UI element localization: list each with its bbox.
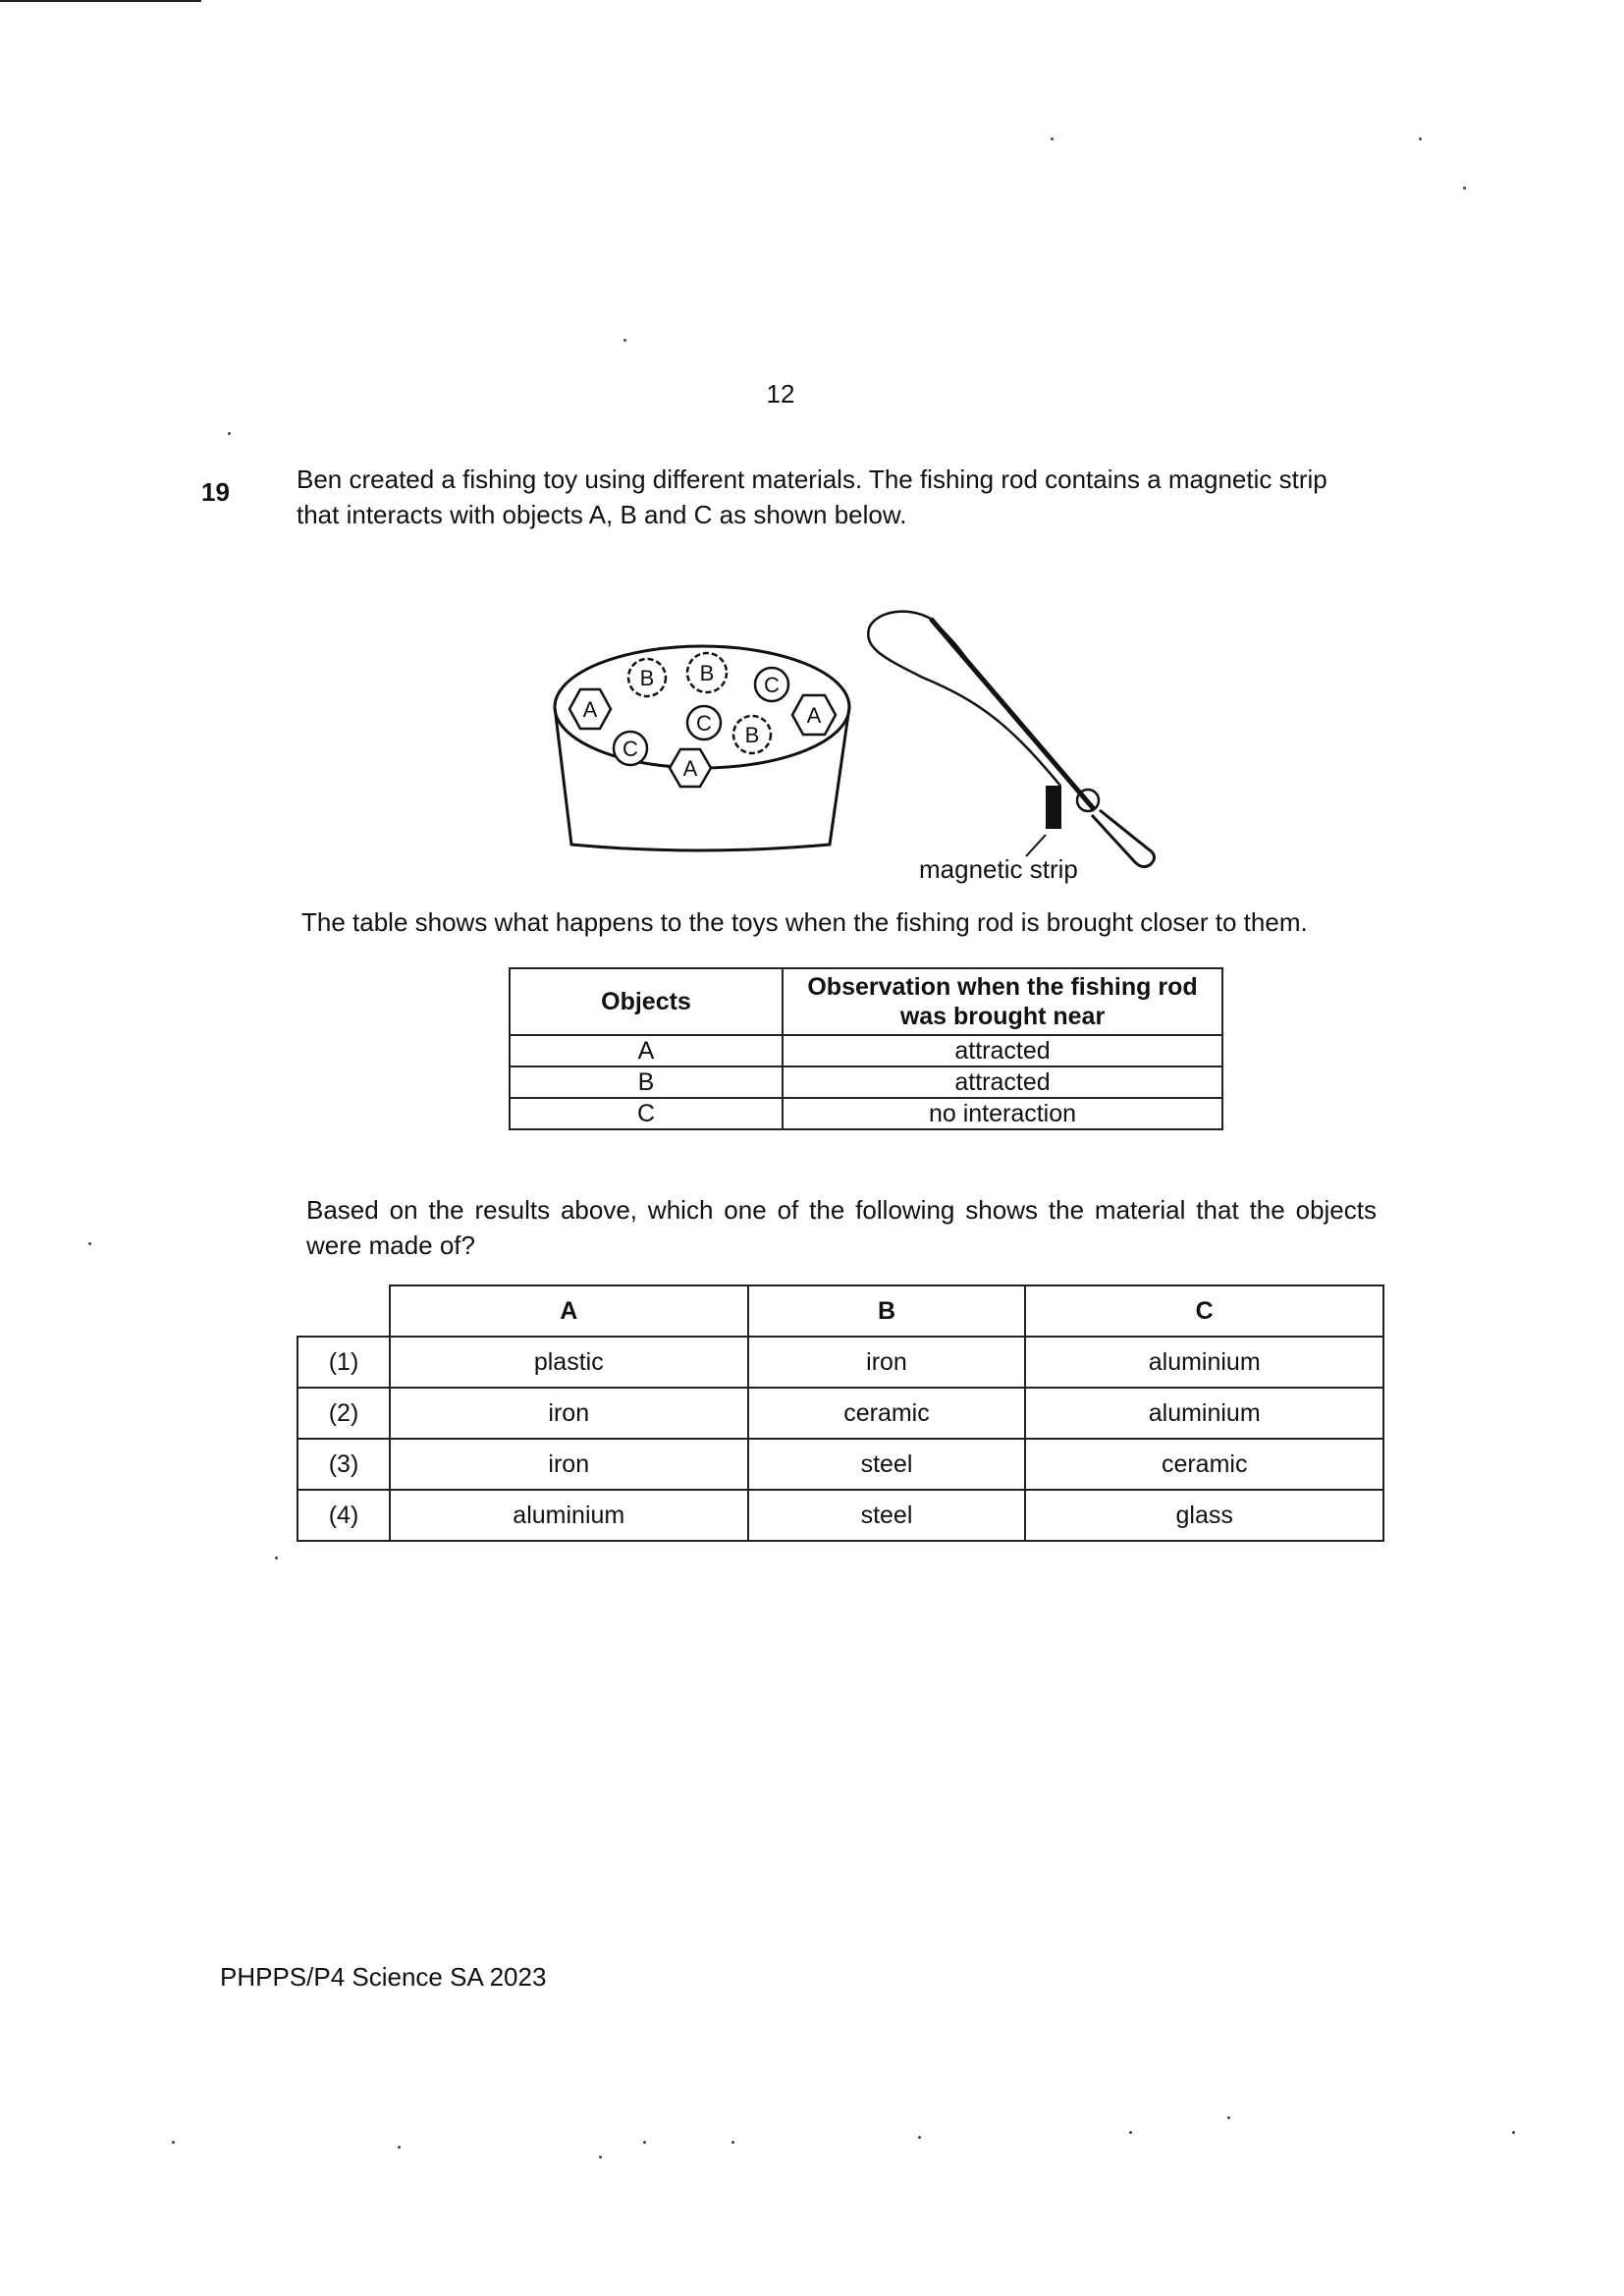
options-table xyxy=(297,1285,1384,1542)
material-cell: steel xyxy=(748,1439,1026,1490)
scan-speck xyxy=(599,2156,602,2159)
material-cell: aluminium xyxy=(1025,1388,1383,1439)
material-cell: glass xyxy=(1025,1490,1383,1541)
material-cell: aluminium xyxy=(1025,1337,1383,1388)
scan-speck xyxy=(172,2141,175,2144)
option-row-4[interactable] xyxy=(298,1490,1383,1541)
option-number: (4) xyxy=(298,1490,390,1541)
magnetic-strip-label: magnetic strip xyxy=(919,854,1078,884)
top-rule xyxy=(0,0,201,2)
question-number: 19 xyxy=(201,477,230,507)
observation-cell: attracted xyxy=(783,1035,1222,1066)
column-header-c: C xyxy=(1025,1285,1383,1337)
options-header-row xyxy=(298,1285,1383,1337)
table-row xyxy=(510,1098,1222,1129)
scan-speck xyxy=(918,2136,921,2139)
material-cell: iron xyxy=(390,1388,748,1439)
scan-speck xyxy=(1129,2131,1132,2134)
object-cell: B xyxy=(510,1066,783,1098)
option-number: (2) xyxy=(298,1388,390,1439)
scan-speck xyxy=(398,2146,401,2149)
toy-label: C xyxy=(696,711,712,736)
scan-speck xyxy=(1051,137,1054,140)
table-row xyxy=(510,1066,1222,1098)
material-cell: aluminium xyxy=(390,1490,748,1541)
option-row-2[interactable] xyxy=(298,1388,1383,1439)
toy-label: B xyxy=(744,723,760,747)
observation-cell: attracted xyxy=(783,1066,1222,1098)
material-cell: iron xyxy=(390,1439,748,1490)
option-number: (3) xyxy=(298,1439,390,1490)
scan-speck xyxy=(228,432,231,435)
scan-speck xyxy=(731,2141,734,2144)
toy-label: B xyxy=(639,666,655,690)
object-cell: C xyxy=(510,1098,783,1129)
column-header-observation: Observation when the fishing rod was brought near xyxy=(783,968,1222,1035)
toy-label: C xyxy=(764,673,780,697)
scan-speck xyxy=(1512,2131,1515,2134)
footer-text: PHPPS/P4 Science SA 2023 xyxy=(220,1962,547,1992)
scan-speck xyxy=(643,2141,646,2144)
column-header-objects: Objects xyxy=(510,968,783,1035)
empty-corner-cell xyxy=(298,1285,390,1337)
scan-speck xyxy=(1227,2116,1230,2119)
question-text: Ben created a fishing toy using different materials. The fishing rod contains a magnetic strip that interacts with objects A, B and C as shown below. xyxy=(297,465,1327,529)
object-cell: A xyxy=(510,1035,783,1066)
page-number: 12 xyxy=(766,379,795,409)
material-cell: ceramic xyxy=(1025,1439,1383,1490)
toy-objects xyxy=(569,653,836,787)
observation-header-row xyxy=(510,968,1222,1035)
material-cell: ceramic xyxy=(748,1388,1026,1439)
option-row-3[interactable] xyxy=(298,1439,1383,1490)
fishing-toy-figure xyxy=(550,599,1257,894)
toy-label: A xyxy=(806,703,822,728)
table-intro-text: The table shows what happens to the toys when the fishing rod is brought closer to them. xyxy=(301,907,1308,937)
material-cell: iron xyxy=(748,1337,1026,1388)
toy-label: B xyxy=(699,661,715,685)
question-prompt: Based on the results above, which one of the following shows the material that the objects were made of? xyxy=(306,1195,1377,1260)
fishing-rod-illustration xyxy=(868,612,1154,867)
table-row xyxy=(510,1035,1222,1066)
material-cell: plastic xyxy=(390,1337,748,1388)
scan-speck xyxy=(88,1242,91,1245)
scan-speck xyxy=(1419,137,1422,140)
magnetic-strip xyxy=(1046,786,1061,829)
scan-speck xyxy=(275,1557,278,1559)
option-row-1[interactable] xyxy=(298,1337,1383,1388)
observation-table xyxy=(509,967,1223,1130)
toy-label: A xyxy=(682,756,698,781)
column-header-a: A xyxy=(390,1285,748,1337)
option-number: (1) xyxy=(298,1337,390,1388)
scan-speck xyxy=(1463,187,1466,190)
scan-speck xyxy=(623,339,626,342)
observation-cell: no interaction xyxy=(783,1098,1222,1129)
toy-label: A xyxy=(582,697,598,722)
toy-label: C xyxy=(623,737,638,761)
column-header-b: B xyxy=(748,1285,1026,1337)
material-cell: steel xyxy=(748,1490,1026,1541)
